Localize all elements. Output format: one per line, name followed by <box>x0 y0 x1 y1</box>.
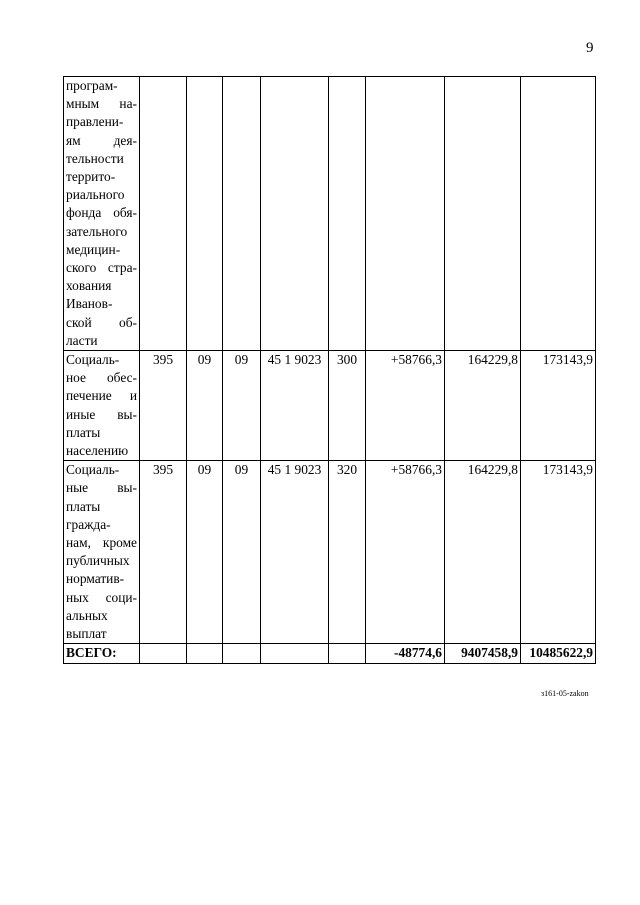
name-line: медицин- <box>66 241 121 257</box>
cell-name <box>64 461 140 644</box>
cell-sum-2: 173143,9 <box>521 351 596 461</box>
name-line: правлени- <box>66 114 124 130</box>
cell-vr: 300 <box>329 351 366 461</box>
name-line: ям дея- <box>66 132 137 148</box>
name-line: ласти <box>66 332 98 348</box>
cell-gr: 395 <box>140 461 187 644</box>
cell-gr <box>140 77 187 351</box>
total-empty-cell <box>261 644 329 663</box>
cell-csr: 45 1 9023 <box>261 351 329 461</box>
cell-vr <box>329 77 366 351</box>
cell-name <box>64 77 140 351</box>
cell-change <box>366 77 445 351</box>
name-line: населению <box>66 443 129 459</box>
total-sum-1: 9407458,9 <box>445 644 521 663</box>
cell-csr: 45 1 9023 <box>261 461 329 644</box>
cell-pr <box>223 77 261 351</box>
name-line: выплат <box>66 626 107 642</box>
cell-change: +58766,3 <box>366 461 445 644</box>
name-line: Иванов- <box>66 296 113 312</box>
name-line: ные вы- <box>66 480 137 496</box>
budget-table-body <box>64 77 596 664</box>
table-row <box>64 461 596 644</box>
cell-sum-1: 164229,8 <box>445 351 521 461</box>
name-line: ской об- <box>66 314 137 330</box>
table-row <box>64 77 596 351</box>
total-row <box>64 644 596 663</box>
cell-sum-2: 173143,9 <box>521 461 596 644</box>
name-line: мным на- <box>66 96 137 112</box>
name-line: ное обес- <box>66 370 137 386</box>
name-line: платы <box>66 498 101 514</box>
name-line: иные вы- <box>66 406 137 422</box>
total-sum-2: 10485622,9 <box>521 644 596 663</box>
name-line: Социаль- <box>66 352 120 368</box>
cell-sum-1 <box>445 77 521 351</box>
name-line: альных <box>66 607 108 623</box>
cell-vr: 320 <box>329 461 366 644</box>
cell-change: +58766,3 <box>366 351 445 461</box>
name-line: ных соци- <box>66 589 137 605</box>
name-line: гражда- <box>66 516 111 532</box>
cell-sum-1: 164229,8 <box>445 461 521 644</box>
cell-rz <box>187 77 223 351</box>
name-line: зательного <box>66 223 128 239</box>
total-empty-cell <box>223 644 261 663</box>
total-empty-cell <box>187 644 223 663</box>
cell-csr <box>261 77 329 351</box>
total-empty-cell <box>329 644 366 663</box>
total-label: ВСЕГО: <box>64 644 140 663</box>
name-line: програм- <box>66 78 118 93</box>
name-line: хования <box>66 278 112 294</box>
total-empty-cell <box>140 644 187 663</box>
budget-table <box>63 76 596 664</box>
table-row <box>64 351 596 461</box>
cell-rz: 09 <box>187 461 223 644</box>
name-line: тельности <box>66 150 124 166</box>
total-change: -48774,6 <box>366 644 445 663</box>
name-line: публичных <box>66 553 130 569</box>
name-line: Социаль- <box>66 462 120 478</box>
page-number: 9 <box>586 40 594 56</box>
name-line: платы <box>66 424 101 440</box>
cell-pr: 09 <box>223 351 261 461</box>
name-line: норматив- <box>66 571 125 587</box>
cell-name <box>64 351 140 461</box>
name-line: ского стра- <box>66 260 137 276</box>
cell-gr: 395 <box>140 351 187 461</box>
name-line: печение и <box>66 388 137 404</box>
cell-rz: 09 <box>187 351 223 461</box>
cell-pr: 09 <box>223 461 261 644</box>
name-line: нам, кроме <box>66 535 137 551</box>
name-line: террито- <box>66 169 116 185</box>
cell-sum-2 <box>521 77 596 351</box>
name-line: фонда обя- <box>66 205 137 221</box>
document-code: з161-05-zakon <box>541 689 589 698</box>
name-line: риального <box>66 187 125 203</box>
